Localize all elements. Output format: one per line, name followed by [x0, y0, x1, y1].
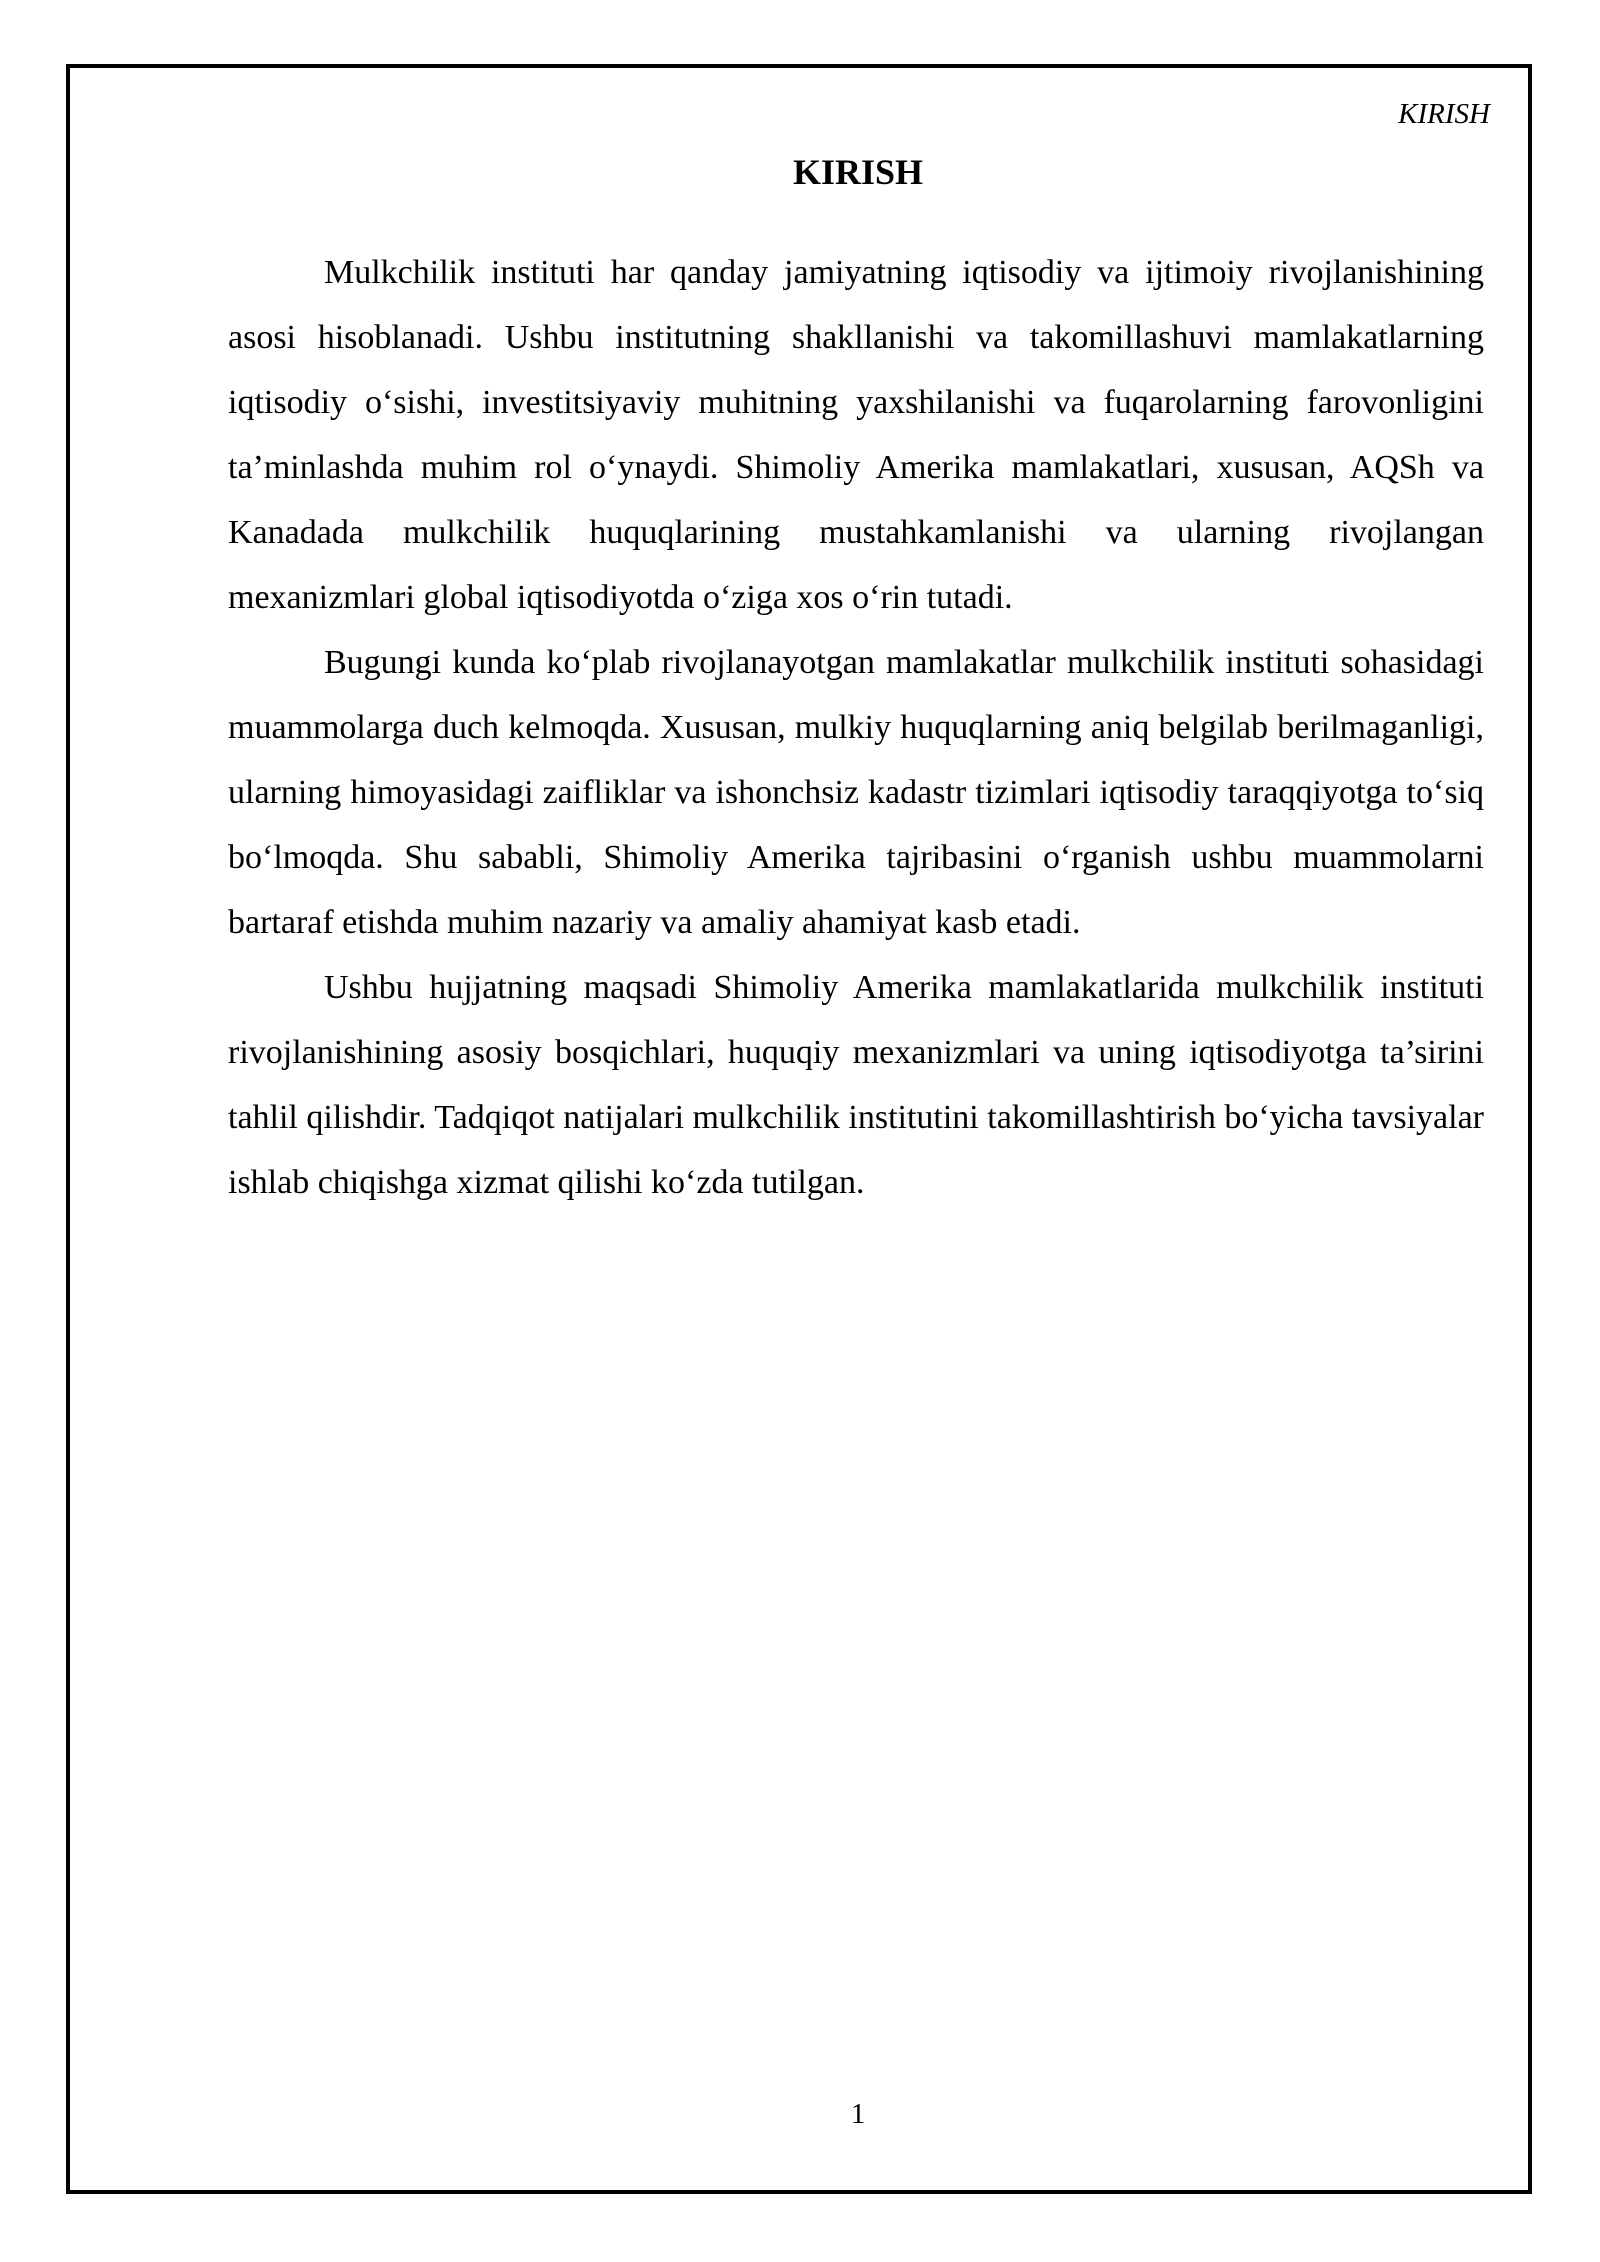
- document-body: [228, 240, 1484, 1215]
- running-header: KIRISH: [1398, 98, 1490, 130]
- paragraph: Bugungi kunda ko‘plab rivojlanayotgan mamlakatlar mulkchilik instituti sohasidagi muammolarga duch kelmoqda. Xususan, mulkiy huquqlarning aniq belgilab berilmaganligi, ularning himoyasidagi zaifliklar va ishonchsiz kadastr tizimlari iqtisodiy taraqqiyotga to‘siq bo‘lmoqda. Shu sababli, Shimoliy Amerika tajribasini o‘rganish ushbu muammolarni bartaraf etishda muhim nazariy va amaliy ahamiyat kasb etadi.: [228, 644, 1484, 941]
- document-title: KIRISH: [792, 152, 924, 192]
- paragraph: Mulkchilik instituti har qanday jamiyatning iqtisodiy va ijtimoiy rivojlanishining asosi hisoblanadi. Ushbu institutning shakllanishi va takomillashuvi mamlakatlarning iqtisodiy o‘sishi, investitsiyaviy muhitning yaxshilanishi va fuqarolarning farovonligini ta’minlashda muhim rol o‘ynaydi. Shimoliy Amerika mamlakatlari, xususan, AQSh va Kanadada mulkchilik huquqlarining mustahkamlanishi va ularning rivojlangan mexanizmlari global iqtisodiyotda o‘ziga xos o‘rin tutadi.: [228, 254, 1484, 616]
- page-number: 1: [850, 2098, 866, 2130]
- paragraph: Ushbu hujjatning maqsadi Shimoliy Amerika mamlakatlarida mulkchilik instituti rivojlanishining asosiy bosqichlari, huquqiy mexanizmlari va uning iqtisodiyotga ta’sirini tahlil qilishdir. Tadqiqot natijalari mulkchilik institutini takomillashtirish bo‘yicha tavsiyalar ishlab chiqishga xizmat qilishi ko‘zda tutilgan.: [228, 969, 1484, 1201]
